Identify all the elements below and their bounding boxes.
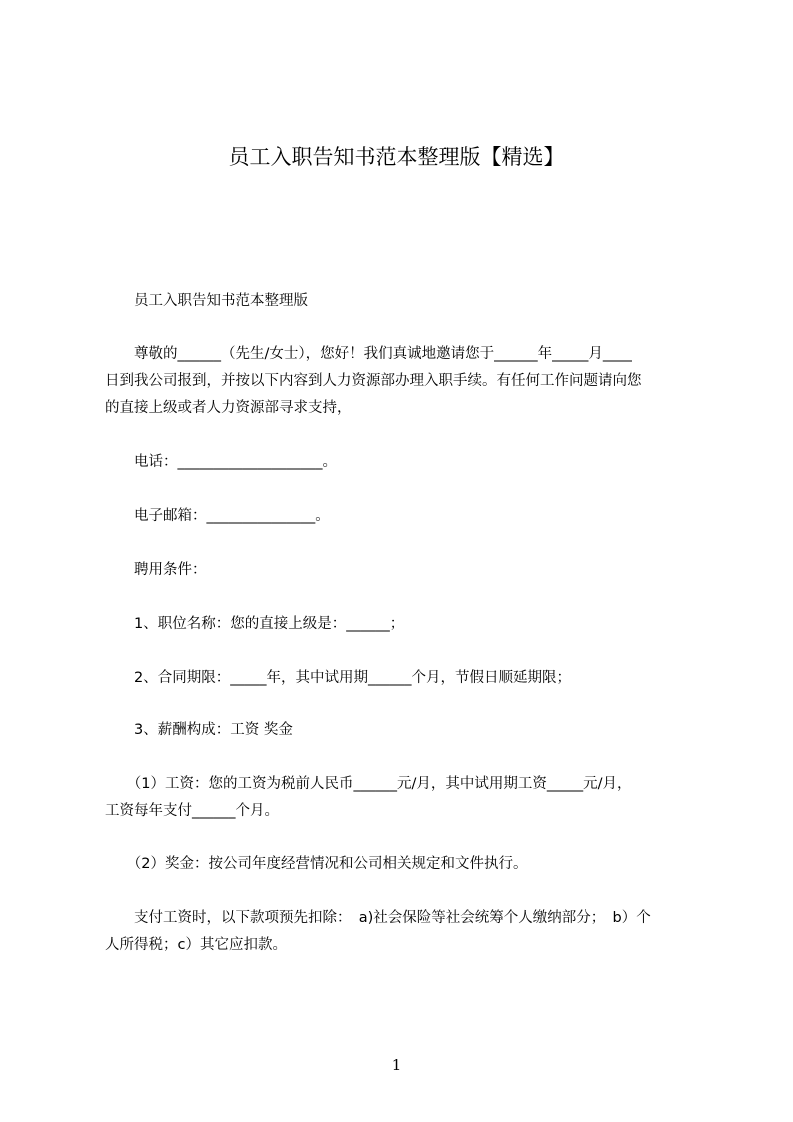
conditions-heading: 聘用条件： [105,562,207,578]
greeting-line: 的直接上级或者人力资源部寻求支持， [105,400,352,416]
deduction-line: 人所得税；c）其它应扣款。 [105,937,287,953]
email-line: 电子邮箱：_______________。 [105,508,330,524]
greeting-line: 日到我公司报到，并按以下内容到人力资源部办理入职手续。有任何工作问题请向您 [105,373,642,389]
contract-line: 2、合同期限：_____年，其中试用期______个月，节假日顺延期限； [105,670,571,686]
salary-line: （1）工资：您的工资为税前人民币______元/月，其中试用期工资_____元/月， [105,776,632,792]
phone-line: 电话：____________________。 [105,454,337,470]
deduction-line: 支付工资时，以下款项预先扣除： a)社会保险等社会统筹个人缴纳部分； b）个 [105,910,651,926]
document-title: 员工入职告知书范本整理版【精选】 [228,145,565,169]
bonus-line: （2）奖金：按公司年度经营情况和公司相关规定和文件执行。 [105,856,528,872]
position-line: 1、职位名称：您的直接上级是：______； [105,616,405,632]
subtitle-line: 员工入职告知书范本整理版 [105,293,308,309]
salary-structure-line: 3、薪酬构成：工资 奖金 [105,722,293,738]
salary-line: 工资每年支付______个月。 [105,803,279,819]
page-number: 1 [391,1056,402,1074]
greeting-line: 尊敬的______（先生/女士），您好！我们真诚地邀请您于______年_____月____ [105,346,632,362]
